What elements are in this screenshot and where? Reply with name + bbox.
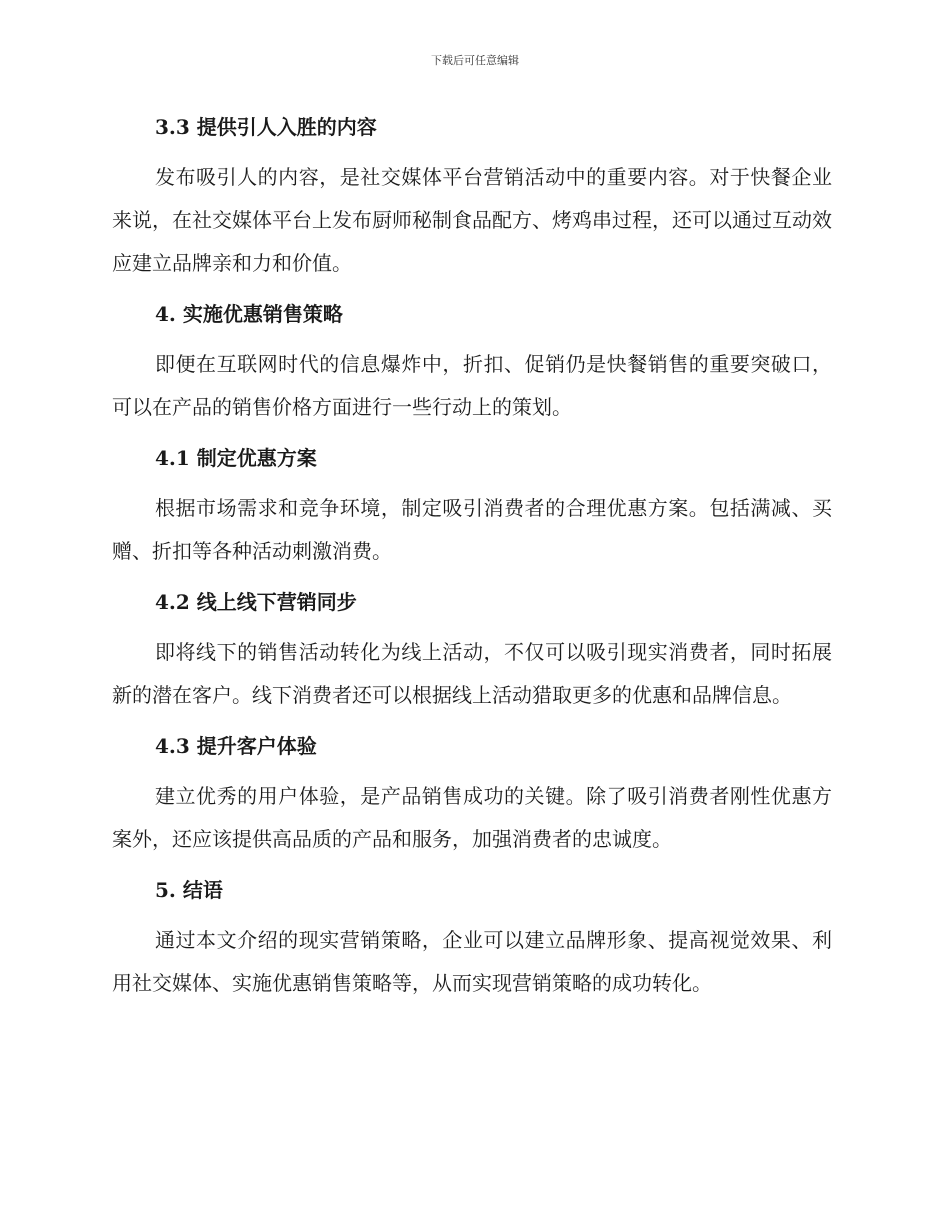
paragraph-customer-experience: 建立优秀的用户体验，是产品销售成功的关键。除了吸引消费者刚性优惠方案外，还应该提供高品质的产品和服务，加强消费者的忠诚度。 bbox=[112, 784, 832, 851]
paragraph-discount-plan: 根据市场需求和竞争环境，制定吸引消费者的合理优惠方案。包括满减、买赠、折扣等各种活动刺激消费。 bbox=[112, 496, 832, 563]
paragraph-online-offline: 即将线下的销售活动转化为线上活动，不仅可以吸引现实消费者，同时拓展新的潜在客户。线下消费者还可以根据线上活动猎取更多的优惠和品牌信息。 bbox=[112, 640, 832, 707]
document-body bbox=[112, 110, 832, 1017]
paragraph-conclusion: 通过本文介绍的现实营销策略，企业可以建立品牌形象、提高视觉效果、利用社交媒体、实施优惠销售策略等，从而实现营销策略的成功转化。 bbox=[112, 928, 832, 995]
paragraph-engaging-content: 发布吸引人的内容，是社交媒体平台营销活动中的重要内容。对于快餐企业来说，在社交媒体平台上发布厨师秘制食品配方、烤鸡串过程，还可以通过互动效应建立品牌亲和力和价值。 bbox=[112, 165, 832, 275]
section-heading-4: 4. 实施优惠销售策略 bbox=[155, 302, 343, 326]
section-heading-4-2: 4.2 线上线下营销同步 bbox=[155, 590, 357, 614]
section-heading-5: 5. 结语 bbox=[155, 878, 223, 902]
section-heading-4-1: 4.1 制定优惠方案 bbox=[155, 446, 317, 470]
paragraph-discount-strategy: 即便在互联网时代的信息爆炸中，折扣、促销仍是快餐销售的重要突破口，可以在产品的销售价格方面进行一些行动上的策划。 bbox=[112, 352, 832, 419]
section-heading-4-3: 4.3 提升客户体验 bbox=[155, 734, 317, 758]
page-header: 下载后可任意编辑 bbox=[431, 54, 519, 67]
section-heading-3-3: 3.3 提供引人入胜的内容 bbox=[155, 115, 377, 139]
